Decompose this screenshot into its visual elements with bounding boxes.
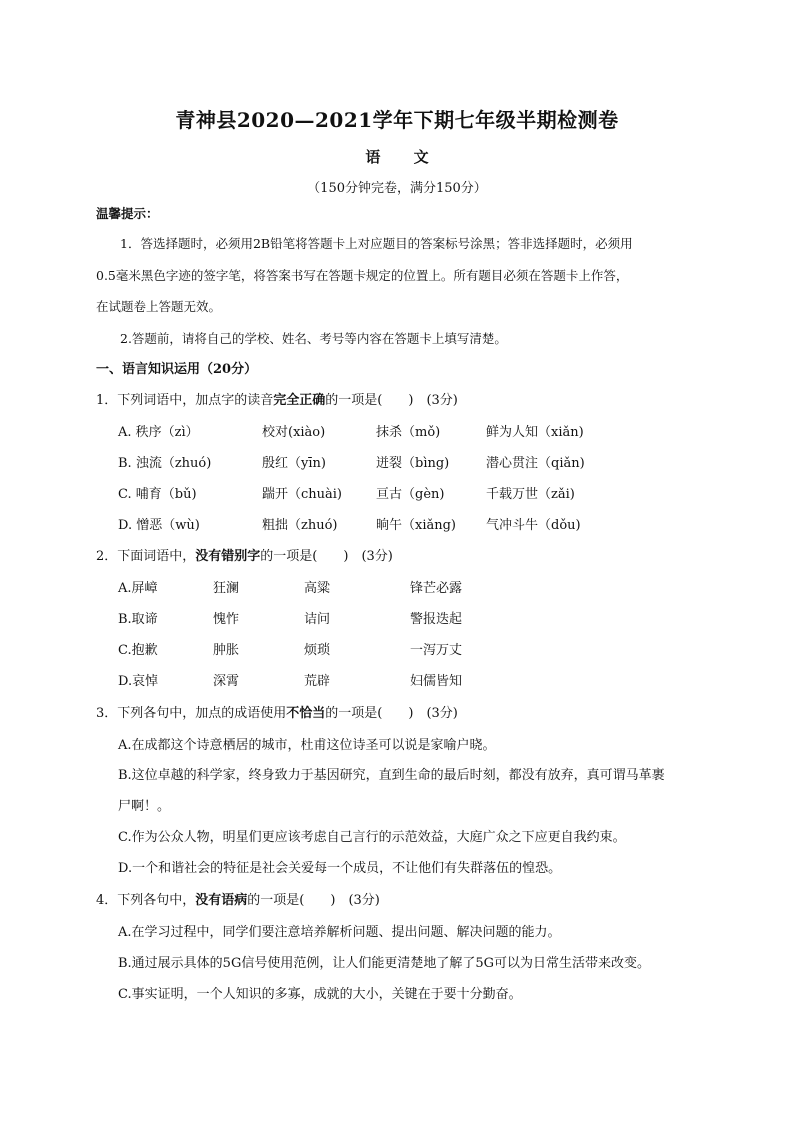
q1-a-3: 抹杀（mǒ) xyxy=(376,425,441,440)
question-3-stem xyxy=(96,705,458,723)
question-3-stem-pre: 3．下列各句中，加点的成语使用 xyxy=(96,706,287,721)
notice-p1-line3: 在试题卷上答题无效。 xyxy=(96,299,222,314)
q1-b-3: 迸裂（bìng) xyxy=(376,456,450,471)
q1-d-4: 气冲斗牛（dǒu) xyxy=(486,518,581,533)
q4-option-b: B.通过展示具体的5G信号使用范例，让人们能更清楚地了解了5G可以为日常生活带来改变。 xyxy=(118,956,650,971)
q2-d-2: 深霄 xyxy=(213,674,240,689)
q1-d-2: 粗拙（zhuó) xyxy=(262,518,338,533)
q4-option-c: C.事实证明，一个人知识的多寡，成就的大小，关键在于要十分勤奋。 xyxy=(118,987,522,1002)
q2-b-2: 愧怍 xyxy=(213,612,240,627)
q1-b-4: 潜心贯注（qiǎn) xyxy=(486,456,585,471)
q2-a-2: 狂澜 xyxy=(213,581,240,596)
q2-c-2: 肿胀 xyxy=(213,643,240,658)
q2-d-1: D.哀悼 xyxy=(118,674,159,689)
q1-d-1: D. 憎恶（wù) xyxy=(118,518,200,533)
q2-d-3: 荒辟 xyxy=(304,674,331,689)
q2-b-1: B.取谛 xyxy=(118,612,158,627)
subject-char-2: 文 xyxy=(413,148,429,166)
question-4-stem-emphasis: 没有语病 xyxy=(195,893,248,908)
question-2-stem-emphasis: 没有错别字 xyxy=(195,549,261,564)
question-3-stem-post: 的一项是( ) (3分) xyxy=(325,706,458,721)
q3-option-c: C.作为公众人物，明星们更应该考虑自己言行的示范效益，大庭广众之下应更自我约束。 xyxy=(118,830,626,845)
q2-b-4: 警报迭起 xyxy=(410,612,463,627)
notice-label: 温馨提示： xyxy=(96,206,159,221)
q1-c-3: 亘古（gèn) xyxy=(376,487,445,502)
q3-option-d: D.一个和谐社会的特征是社会关爱每一个成员，不让他们有失群落伍的惶恐。 xyxy=(118,861,562,876)
notice-p1-line1: 1．答选择题时，必须用2B铅笔将答题卡上对应题目的答案标号涂黑；答非选择题时，必须用 xyxy=(120,236,633,251)
question-4-stem-pre: 4．下列各句中， xyxy=(96,893,196,908)
q2-b-3: 诘问 xyxy=(304,612,331,627)
q1-a-4: 鲜为人知（xiǎn) xyxy=(486,425,584,440)
q3-option-b-line1: B.这位卓越的科学家，终身致力于基因研究，直到生命的最后时刻，都没有放弃，真可谓马革裹 xyxy=(118,768,665,783)
question-4-stem-post: 的一项是( ) (3分) xyxy=(247,893,380,908)
q1-b-2: 殷红（yīn) xyxy=(262,456,326,471)
q2-c-3: 烦琐 xyxy=(304,643,331,658)
q1-d-3: 晌午（xiǎng) xyxy=(376,518,457,533)
q2-a-3: 高粱 xyxy=(304,581,331,596)
subject-heading xyxy=(0,146,794,167)
question-1-stem-emphasis: 完全正确 xyxy=(273,393,326,408)
q2-c-1: C.抱歉 xyxy=(118,643,158,658)
question-2-stem-pre: 2．下面词语中， xyxy=(96,549,196,564)
notice-p1-line2: 0.5毫米黑色字迹的签字笔，将答案书写在答题卡规定的位置上。所有题目必须在答题卡上作答， xyxy=(96,268,629,283)
question-2-stem-post: 的一项是( ) (3分) xyxy=(260,549,393,564)
q1-c-1: C. 哺育（bǔ) xyxy=(118,487,197,502)
q2-d-4: 妇儒皆知 xyxy=(410,674,463,689)
q1-b-1: B. 浊流（zhuó) xyxy=(118,456,212,471)
q2-a-4: 锋芒必露 xyxy=(410,581,463,596)
question-2-stem xyxy=(96,548,393,566)
section-1-heading: 一、语言知识运用（20分） xyxy=(96,362,258,377)
q3-option-a: A.在成都这个诗意栖居的城市，杜甫这位诗圣可以说是家喻户晓。 xyxy=(118,738,496,753)
question-1-stem-post: 的一项是( ) (3分) xyxy=(325,393,458,408)
q1-a-2: 校对(xiào) xyxy=(262,425,326,440)
question-1-stem-pre: 1．下列词语中，加点字的读音 xyxy=(96,393,274,408)
question-4-stem xyxy=(96,892,380,910)
q4-option-a: A.在学习过程中，同学们要注意培养解析问题、提出问题、解决问题的能力。 xyxy=(118,925,561,940)
question-1-stem xyxy=(96,392,458,410)
q1-a-1: A. 秩序（zì） xyxy=(118,425,199,440)
exam-title: 青神县2020—2021学年下期七年级半期检测卷 xyxy=(175,108,619,132)
question-3-stem-emphasis: 不恰当 xyxy=(286,706,326,721)
notice-p2: 2.答题前，请将自己的学校、姓名、考号等内容在答题卡上填写清楚。 xyxy=(120,331,507,346)
q1-c-2: 踹开（chuài) xyxy=(262,487,343,502)
exam-timing: （150分钟完卷，满分150分） xyxy=(307,181,487,196)
q1-c-4: 千载万世（zǎi) xyxy=(486,487,575,502)
q3-option-b-line2: 尸啊！。 xyxy=(118,799,171,814)
q2-a-1: A.屏嶂 xyxy=(118,581,158,596)
subject-char-1: 语 xyxy=(365,148,381,166)
q2-c-4: 一泻万丈 xyxy=(410,643,463,658)
